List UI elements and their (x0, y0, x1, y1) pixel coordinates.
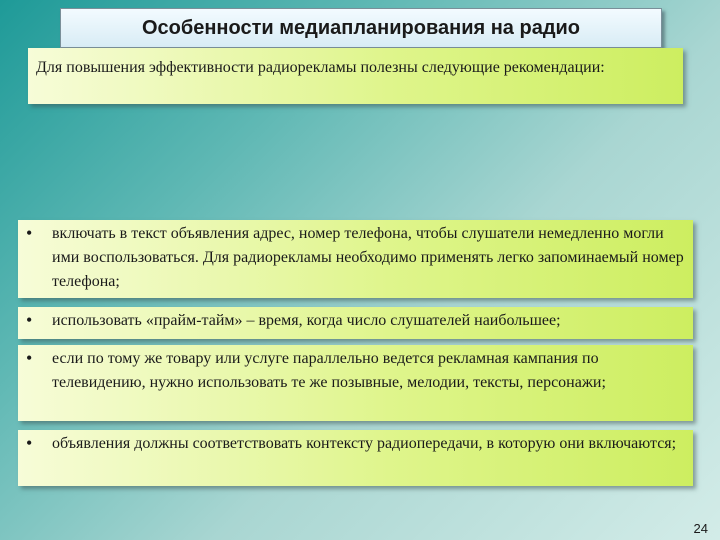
page-number: 24 (693, 521, 708, 536)
intro-box (28, 48, 683, 104)
bullet-icon: • (26, 310, 33, 330)
list-item (18, 220, 693, 298)
bullet-icon: • (26, 348, 33, 368)
bullet-icon: • (26, 433, 33, 453)
list-item-text: если по тому же товару или услуге параллельно ведется рекламная кампания по телевидению, нужно использовать те же позывные, мелодии, тексты, персонажи; (52, 350, 606, 391)
list-item-text: использовать «прайм-тайм» – время, когда число слушателей наибольшее; (52, 312, 561, 329)
list-item (18, 345, 693, 421)
list-item-text: объявления должны соответствовать контексту радиопередачи, в которую они включаются; (52, 435, 677, 452)
list-item (18, 307, 693, 339)
title-box (60, 8, 662, 48)
bullet-icon: • (26, 223, 33, 243)
list-item (18, 430, 693, 486)
slide-title: Особенности медиапланирования на радио (141, 16, 581, 39)
list-item-text: включать в текст объявления адрес, номер телефона, чтобы слушатели немедленно могли ими воспользоваться. Для радиорекламы необходимо применять легко запоминаемый номер телефона; (52, 225, 684, 290)
intro-text: Для повышения эффективности радиорекламы полезны следующие рекомендации: (36, 59, 605, 76)
